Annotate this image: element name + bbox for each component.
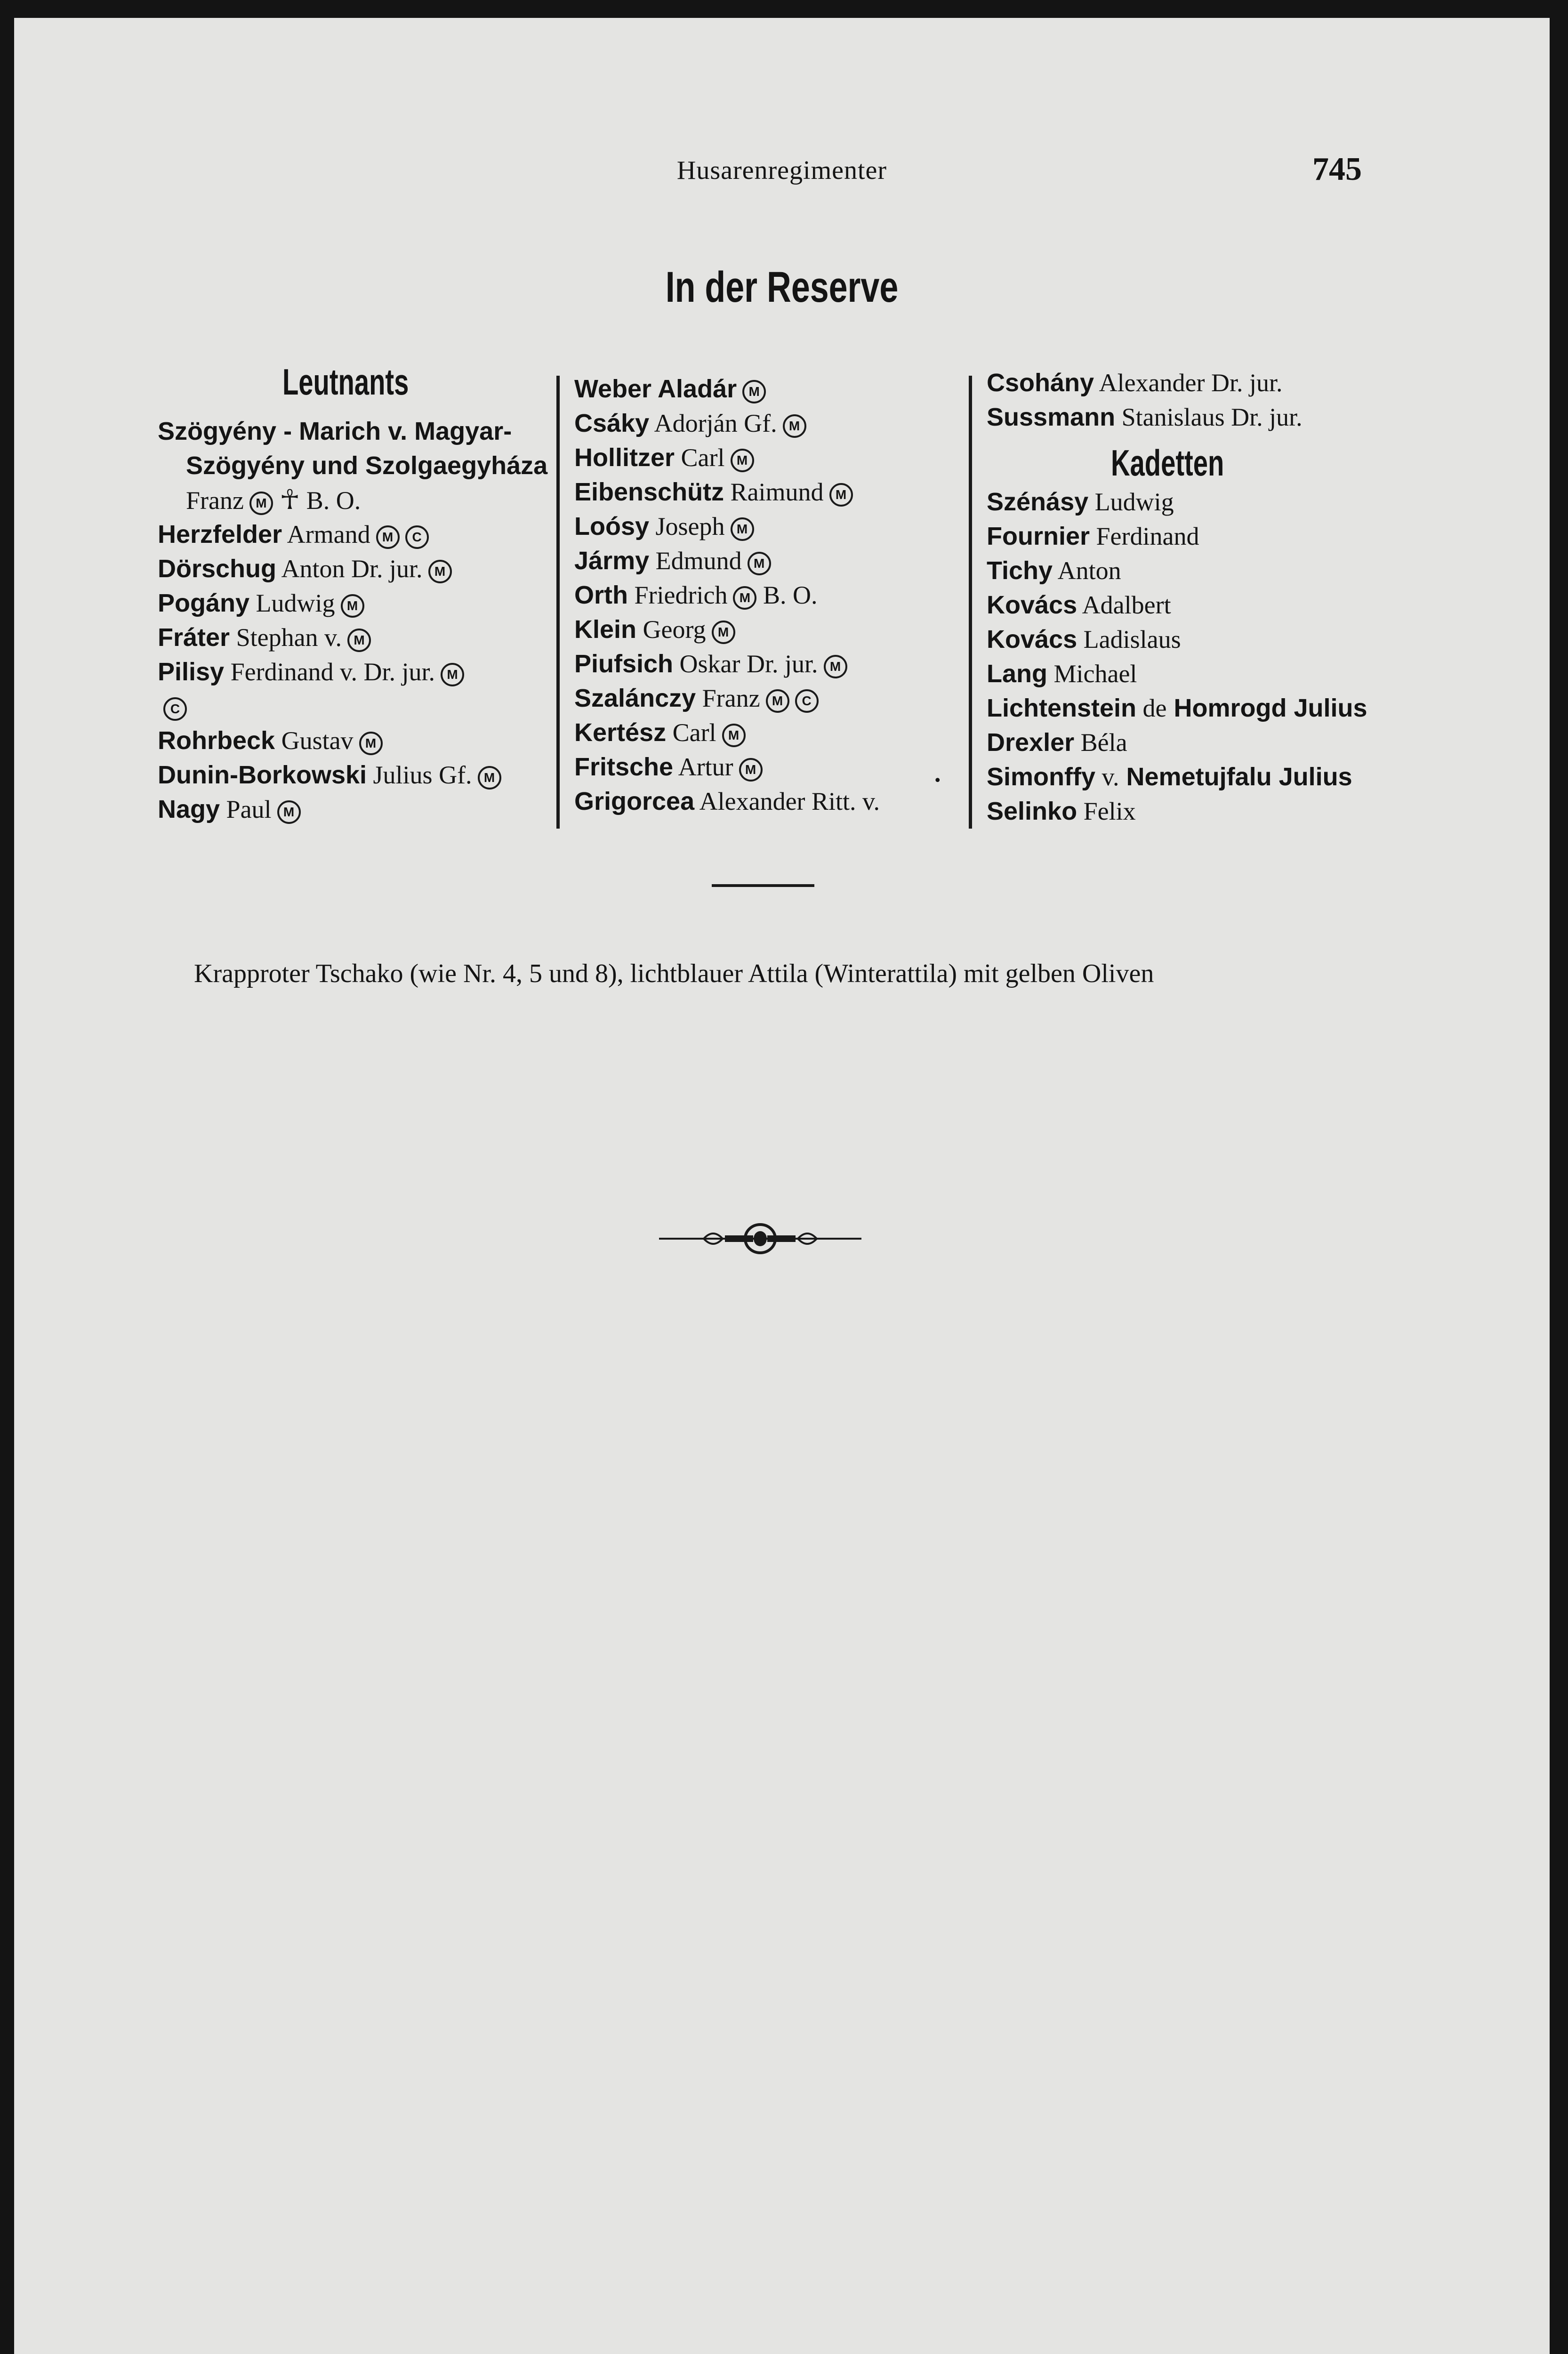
- entry-name: Tichy: [987, 556, 1053, 585]
- list-item: [574, 409, 806, 438]
- entry-detail: Ludwig: [249, 589, 335, 617]
- medal-m-icon: M: [742, 380, 766, 403]
- list-item: [987, 797, 1136, 825]
- list-item: [574, 718, 746, 747]
- entry-detail: Friedrich: [628, 581, 728, 609]
- list-item: [158, 417, 512, 445]
- entry-detail: Michael: [1047, 660, 1137, 688]
- list-item: [158, 623, 371, 652]
- section-title: In der Reserve: [665, 263, 899, 311]
- entry-name: Csohány: [987, 369, 1094, 397]
- list-item: [158, 726, 383, 755]
- list-item: [987, 403, 1303, 431]
- entry-name: Selinko: [987, 797, 1077, 825]
- list-item: [987, 488, 1174, 516]
- list-item: [158, 658, 464, 686]
- entry-name: Csáky: [574, 409, 650, 437]
- entry-detail: Adorján Gf.: [649, 409, 777, 437]
- entry-detail: Anton: [1053, 556, 1121, 585]
- entry-name: Klein: [574, 615, 637, 644]
- entry-name: Homrogd Julius: [1166, 694, 1367, 722]
- entry-name: Piufsich: [574, 650, 674, 678]
- list-item: [987, 369, 1282, 397]
- entry-name: Rohrbeck: [158, 726, 275, 755]
- ornament-divider: [659, 1217, 861, 1260]
- entry-detail: Ladislaus: [1077, 625, 1181, 653]
- page: [14, 18, 1550, 2354]
- entry-name: Szalánczy: [574, 684, 696, 712]
- page-number: 745: [1312, 151, 1362, 187]
- medal-m-icon: M: [731, 517, 754, 541]
- entry-detail: Béla: [1074, 728, 1127, 757]
- list-item: [987, 625, 1181, 653]
- list-item: [987, 556, 1121, 585]
- list-item: [158, 692, 187, 721]
- medal-m-icon: M: [347, 629, 371, 652]
- entry-detail: Anton Dr. jur.: [276, 555, 423, 583]
- list-item: [574, 547, 771, 575]
- entry-detail: Edmund: [649, 547, 742, 575]
- entry-name: Lichtenstein: [987, 694, 1137, 722]
- entry-detail: Ludwig: [1088, 488, 1174, 516]
- medal-m-icon: M: [731, 449, 754, 472]
- entry-detail: Alexander Dr. jur.: [1094, 369, 1283, 397]
- list-item: [574, 375, 766, 403]
- entry-name: Grigorcea: [574, 787, 695, 815]
- entry-name: Fráter: [158, 623, 230, 652]
- medal-m-icon: M: [712, 621, 735, 644]
- cross-icon: ☥: [279, 484, 300, 515]
- entry-name: Dunin-Borkowski: [158, 761, 367, 789]
- medal-m-icon: M: [783, 414, 806, 438]
- list-item: [158, 555, 452, 583]
- list-item: [574, 581, 817, 610]
- medal-m-icon: M: [341, 594, 364, 618]
- entry-detail: Oskar Dr. jur.: [673, 650, 818, 678]
- list-item: [574, 443, 754, 472]
- entry-detail: Raimund: [724, 478, 824, 506]
- entry-name: Kovács: [987, 625, 1077, 653]
- entry-detail: Ferdinand: [1090, 522, 1199, 550]
- entry-detail: Franz: [186, 486, 244, 515]
- entry-detail: Franz: [696, 684, 760, 712]
- column-divider: [969, 376, 972, 829]
- entry-detail: Carl: [675, 443, 725, 472]
- medal-c-icon: C: [163, 697, 187, 721]
- entry-name: Nagy: [158, 795, 220, 823]
- column-title-kadetten: Kadetten: [1111, 442, 1224, 484]
- list-item: [186, 451, 547, 480]
- entry-detail: Artur: [673, 753, 733, 781]
- entry-detail: Felix: [1077, 797, 1136, 825]
- entry-name: Szögyény und Szolgaegyháza: [186, 451, 548, 480]
- medal-m-icon: M: [428, 560, 452, 583]
- medal-m-icon: M: [249, 492, 273, 515]
- entry-detail: Carl: [666, 718, 716, 747]
- entry-name: Pogány: [158, 589, 250, 617]
- entry-detail: Ferdinand v. Dr. jur.: [224, 658, 435, 686]
- entry-name: Eibenschütz: [574, 478, 724, 506]
- entry-name: Simonffy: [987, 763, 1096, 791]
- column-title-leutnants: Leutnants: [282, 361, 409, 403]
- entry-name: Jármy: [574, 547, 650, 575]
- entry-name: Fournier: [987, 522, 1090, 550]
- medal-c-icon: C: [405, 525, 429, 549]
- entry-name: Herzfelder: [158, 520, 282, 548]
- entry-detail: Joseph: [649, 512, 725, 540]
- medal-m-icon: M: [722, 724, 746, 747]
- list-item: [987, 728, 1127, 757]
- entry-name: Lang: [987, 660, 1047, 688]
- entry-name: Szénásy: [987, 488, 1089, 516]
- entry-order: B. O.: [756, 581, 818, 609]
- list-item: [574, 478, 853, 507]
- entry-name: Nemetujfalu Julius: [1119, 763, 1352, 791]
- entry-detail: Stanislaus Dr. jur.: [1115, 403, 1303, 431]
- list-item: [158, 589, 364, 618]
- entry-name: Orth: [574, 581, 628, 609]
- medal-m-icon: M: [748, 552, 771, 575]
- list-item: [158, 520, 429, 549]
- medal-c-icon: C: [795, 689, 819, 713]
- list-item: [574, 650, 847, 678]
- medal-m-icon: M: [376, 525, 400, 549]
- entry-detail: Paul: [220, 795, 272, 823]
- medal-m-icon: M: [733, 586, 756, 610]
- entry-detail: Gustav: [275, 726, 354, 755]
- section-rule: [712, 884, 814, 887]
- list-item: [574, 753, 763, 782]
- entry-name: Fritsche: [574, 753, 674, 781]
- entry-detail: Alexander Ritt. v.: [694, 787, 880, 815]
- entry-name: Szögyény - Marich v. Magyar-: [158, 417, 512, 445]
- entry-name: Hollitzer: [574, 443, 675, 472]
- entry-detail: v.: [1095, 763, 1119, 791]
- uniform-note: Krapproter Tschako (wie Nr. 4, 5 und 8), lichtblauer Attila (Winterattila) mit gelben Oliven: [194, 959, 1154, 988]
- entry-detail: Adalbert: [1077, 591, 1171, 619]
- list-item: [158, 761, 501, 790]
- medal-m-icon: M: [829, 483, 853, 507]
- list-item: [987, 694, 1367, 722]
- list-item: [987, 763, 1352, 791]
- medal-m-icon: M: [739, 758, 763, 782]
- medal-m-icon: M: [277, 800, 301, 824]
- running-title: Husarenregimenter: [676, 156, 887, 185]
- entry-name: Sussmann: [987, 403, 1116, 431]
- entry-name: Kovács: [987, 591, 1077, 619]
- list-item: [987, 591, 1171, 619]
- entry-name: Loósy: [574, 512, 650, 540]
- list-item: [574, 787, 880, 815]
- list-item: [987, 660, 1137, 688]
- list-item: [158, 795, 301, 824]
- entry-name: Kertész: [574, 718, 667, 747]
- list-item: [574, 615, 735, 644]
- medal-m-icon: M: [766, 689, 789, 713]
- entry-name: Drexler: [987, 728, 1075, 757]
- medal-m-icon: M: [478, 766, 501, 790]
- entry-order: B. O.: [300, 486, 361, 515]
- column-divider: [556, 376, 560, 829]
- list-item: [574, 684, 819, 713]
- entry-name: Weber Aladár: [574, 375, 737, 403]
- list-item: [186, 486, 361, 515]
- entry-detail: Stephan v.: [230, 623, 342, 652]
- entry-detail: Julius Gf.: [367, 761, 472, 789]
- list-item: [987, 522, 1199, 550]
- list-item: [574, 512, 754, 541]
- stray-dot: .: [934, 759, 941, 787]
- entry-detail: Georg: [636, 615, 706, 644]
- entry-detail: Armand: [282, 520, 370, 548]
- medal-m-icon: M: [441, 663, 464, 686]
- medal-m-icon: M: [824, 655, 847, 678]
- entry-name: Pilisy: [158, 658, 225, 686]
- medal-m-icon: M: [359, 732, 383, 755]
- entry-name: Dörschug: [158, 555, 277, 583]
- entry-detail: de: [1136, 694, 1167, 722]
